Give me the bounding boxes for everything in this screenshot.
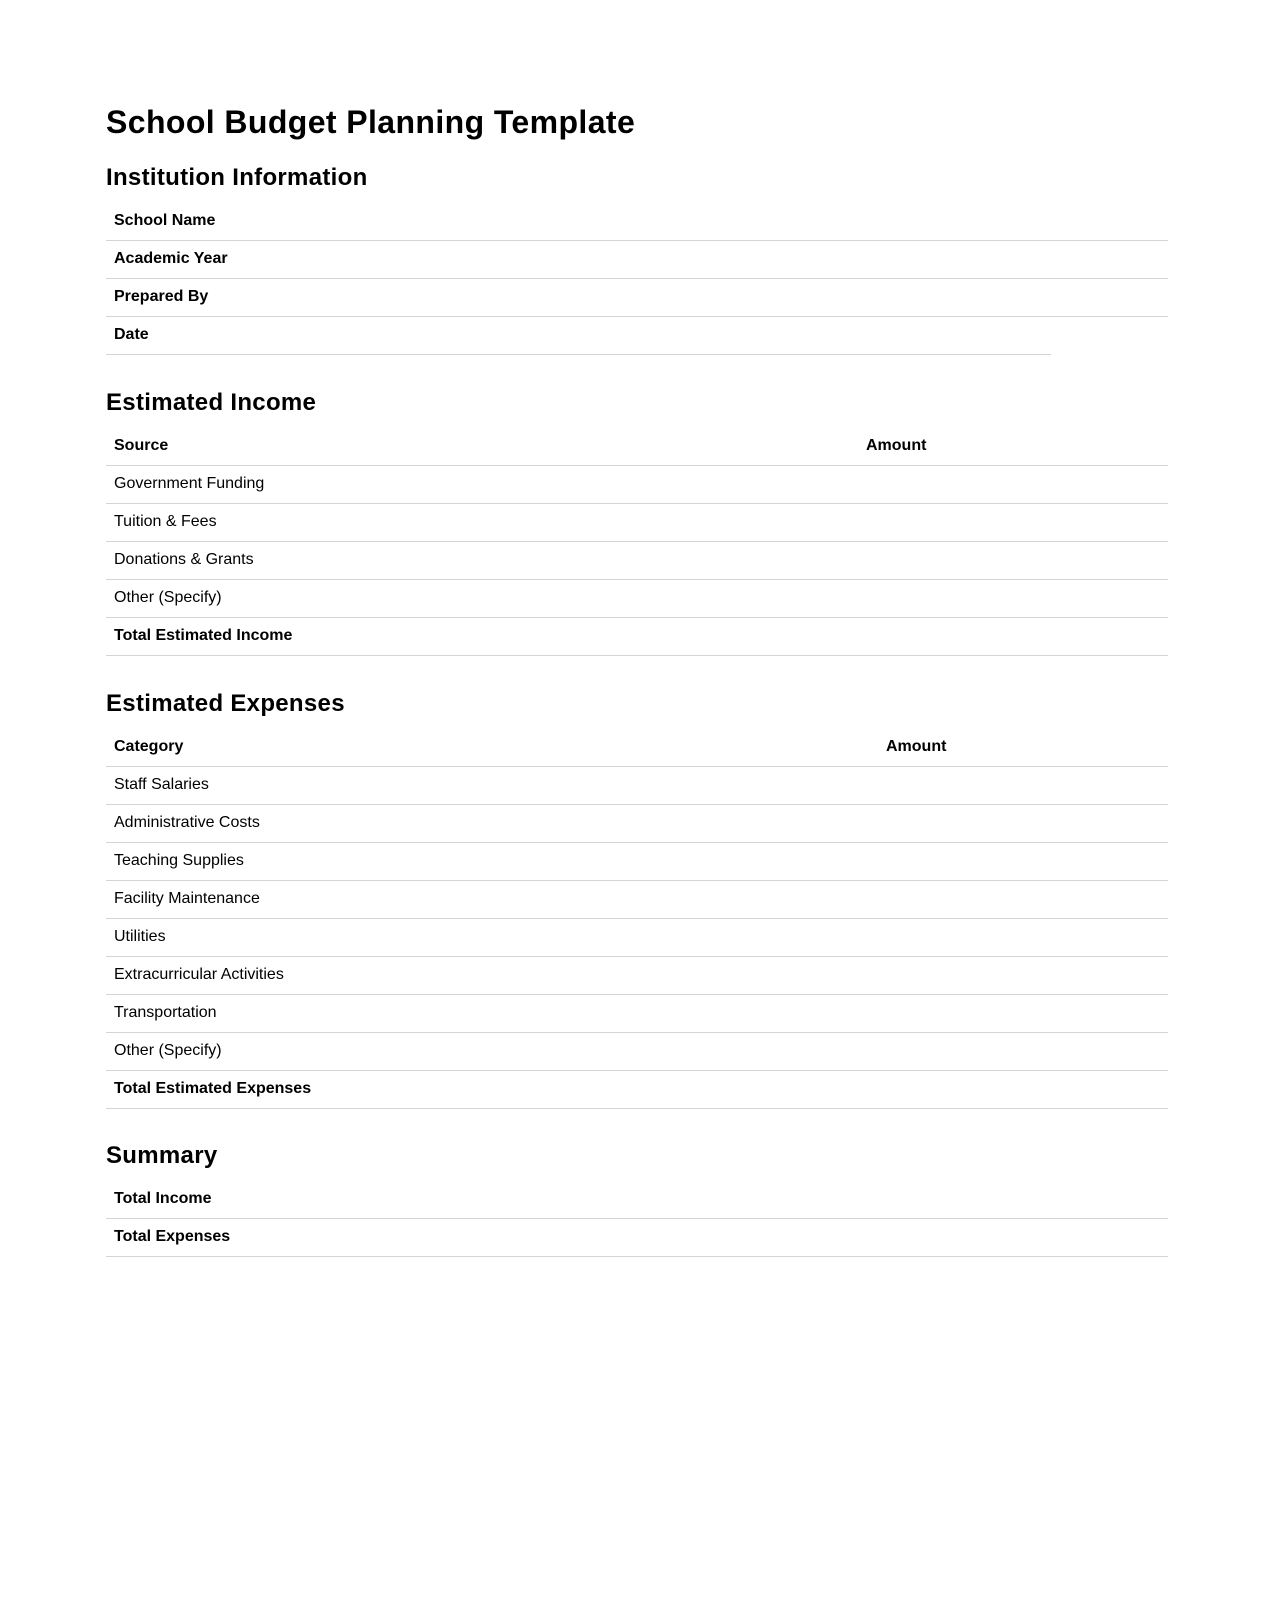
summary-table: [106, 1180, 1168, 1257]
income-amount-header: Amount: [858, 427, 1168, 465]
expense-category-label: Other (Specify): [106, 1032, 878, 1070]
income-total-amount-cell: [858, 617, 1168, 655]
income-source-header: Source: [106, 427, 858, 465]
expenses-total-label: Total Estimated Expenses: [106, 1070, 878, 1108]
expense-category-label: Transportation: [106, 994, 878, 1032]
expense-amount-cell: [878, 880, 1168, 918]
document-title: School Budget Planning Template: [106, 104, 636, 140]
expense-category-label: Administrative Costs: [106, 804, 878, 842]
expense-category-label: Teaching Supplies: [106, 842, 878, 880]
expense-row: [106, 1032, 1168, 1070]
institution-heading: Institution Information: [106, 164, 368, 191]
income-amount-cell: [858, 503, 1168, 541]
institution-row-academic-year: [106, 240, 1168, 278]
expense-row: [106, 994, 1168, 1032]
summary-heading: Summary: [106, 1142, 218, 1169]
expense-amount-cell: [878, 994, 1168, 1032]
income-source-label: Donations & Grants: [106, 541, 858, 579]
institution-row-date: [106, 316, 1168, 354]
income-amount-cell: [858, 465, 1168, 503]
school-name-label: School Name: [106, 202, 1168, 240]
expense-category-label: Utilities: [106, 918, 878, 956]
expense-row: [106, 842, 1168, 880]
income-total-label: Total Estimated Income: [106, 617, 858, 655]
expenses-table: [106, 728, 1168, 1109]
income-source-label: Other (Specify): [106, 579, 858, 617]
summary-row-total-expenses: [106, 1218, 1168, 1256]
expense-amount-cell: [878, 804, 1168, 842]
summary-row-total-income: [106, 1180, 1168, 1218]
institution-row-school-name: [106, 202, 1168, 240]
income-row: [106, 503, 1168, 541]
expense-row: [106, 804, 1168, 842]
academic-year-label: Academic Year: [106, 240, 1168, 278]
expense-category-label: Staff Salaries: [106, 766, 878, 804]
expense-category-label: Facility Maintenance: [106, 880, 878, 918]
income-row: [106, 541, 1168, 579]
income-table: [106, 427, 1168, 656]
expenses-header-row: [106, 728, 1168, 766]
expense-row: [106, 918, 1168, 956]
expense-category-label: Extracurricular Activities: [106, 956, 878, 994]
income-row: [106, 465, 1168, 503]
expenses-total-amount-cell: [878, 1070, 1168, 1108]
institution-row-prepared-by: [106, 278, 1168, 316]
expenses-category-header: Category: [106, 728, 878, 766]
expenses-heading: Estimated Expenses: [106, 690, 345, 717]
expense-row: [106, 766, 1168, 804]
income-amount-cell: [858, 579, 1168, 617]
prepared-by-label: Prepared By: [106, 278, 1168, 316]
income-amount-cell: [858, 541, 1168, 579]
expense-row: [106, 956, 1168, 994]
expenses-amount-header: Amount: [878, 728, 1168, 766]
income-source-label: Government Funding: [106, 465, 858, 503]
expense-amount-cell: [878, 918, 1168, 956]
income-header-row: [106, 427, 1168, 465]
income-heading: Estimated Income: [106, 389, 317, 416]
date-label: Date: [114, 326, 149, 344]
expenses-total-row: [106, 1070, 1168, 1108]
expense-row: [106, 880, 1168, 918]
expense-amount-cell: [878, 956, 1168, 994]
institution-table: [106, 202, 1168, 354]
summary-total-expenses-label: Total Expenses: [106, 1218, 1168, 1256]
expense-amount-cell: [878, 842, 1168, 880]
date-row-divider: [106, 354, 1051, 355]
income-row: [106, 579, 1168, 617]
expense-amount-cell: [878, 766, 1168, 804]
expense-amount-cell: [878, 1032, 1168, 1070]
income-total-row: [106, 617, 1168, 655]
summary-total-income-label: Total Income: [106, 1180, 1168, 1218]
income-source-label: Tuition & Fees: [106, 503, 858, 541]
